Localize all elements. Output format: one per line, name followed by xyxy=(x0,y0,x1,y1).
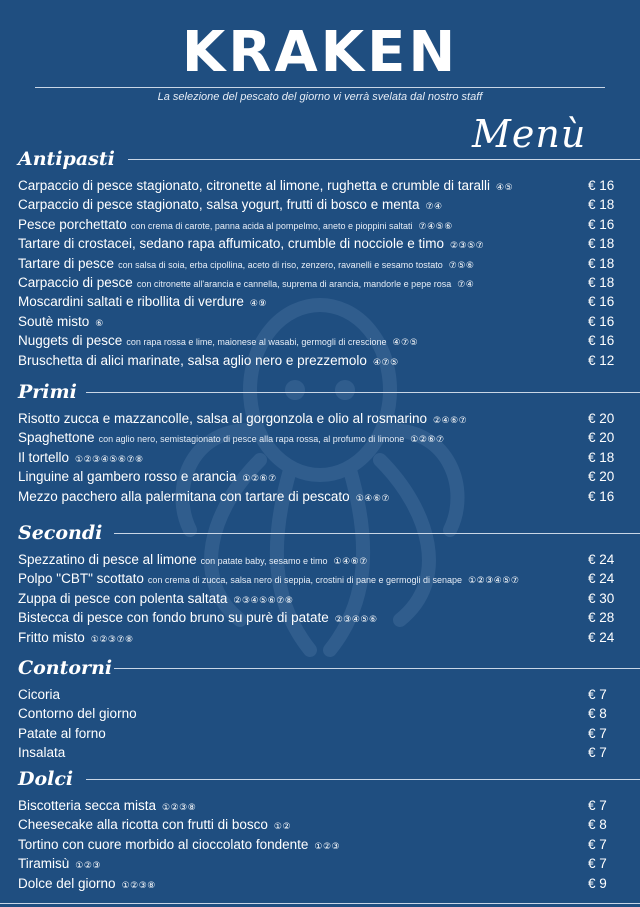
menu-item xyxy=(18,448,622,467)
allergen-icons: ①② xyxy=(273,822,292,833)
menu-item xyxy=(18,351,622,370)
menu-item-line xyxy=(18,704,137,723)
dish-description: con citronette all'arancia e cannella, suprema di arancia, mandorle e pepe rosa xyxy=(136,279,452,289)
dish-price: € 7 xyxy=(588,798,607,813)
menu-item xyxy=(18,550,622,569)
dish-description: con patate baby, sesamo e timo xyxy=(200,556,328,566)
allergen-icons: ②④⑥⑦ xyxy=(432,416,468,426)
dish-name: Pesce porchettato xyxy=(18,216,127,232)
menu-item xyxy=(18,628,622,647)
allergen-icons: ④⑨ xyxy=(249,299,267,310)
dish-price: € 7 xyxy=(588,745,607,761)
dish-name: Fritto misto xyxy=(18,629,85,645)
menu-item-line xyxy=(18,685,60,704)
allergen-icons: ②③④⑤⑥⑦⑧ xyxy=(233,595,294,606)
allergen-icons: ①④⑥⑦ xyxy=(333,557,368,567)
dish-name: Bistecca di pesce con fondo bruno su purè di patate xyxy=(18,610,329,626)
dish-name: Tartare di crostacei, sedano rapa affumicato, crumble di nocciole e timo xyxy=(18,236,444,252)
dish-name: Insalata xyxy=(18,745,66,761)
allergen-icons: ①②③⑧ xyxy=(162,803,197,813)
dish-price: € 7 xyxy=(588,836,607,852)
menu-item xyxy=(18,215,622,234)
allergen-icons: ①②③④⑤⑥⑦⑧ xyxy=(75,454,144,465)
dish-description: con salsa di soia, erba cipollina, aceto di riso, zenzero, ravanelli e sesamo tostato xyxy=(118,259,443,270)
allergen-icons: ①②③ xyxy=(314,841,341,852)
dish-price: € 16 xyxy=(588,333,615,349)
dish-name: Bruschetta di alici marinate, salsa aglio nero e prezzemolo xyxy=(18,352,367,368)
dish-name: Contorno del giorno xyxy=(18,706,137,722)
dish-price: € 8 xyxy=(588,706,607,722)
menu-item xyxy=(18,608,622,627)
footer-divider xyxy=(0,903,640,904)
section-title-secondi: Secondi xyxy=(18,522,103,544)
menu-item xyxy=(18,874,622,893)
dish-price: € 28 xyxy=(588,610,615,626)
dish-name: Soutè misto xyxy=(18,313,90,329)
dish-price: € 12 xyxy=(588,352,615,368)
menu-item-line xyxy=(18,351,399,373)
dish-price: € 7 xyxy=(588,725,607,741)
menu-item xyxy=(18,409,622,428)
dish-price: € 18 xyxy=(588,275,615,290)
menu-item xyxy=(18,273,622,292)
dish-name: Cicoria xyxy=(18,687,61,702)
menu-item xyxy=(18,312,622,331)
restaurant-logo: KRAKEN xyxy=(181,20,459,85)
menu-item xyxy=(18,835,622,854)
menu-item-line xyxy=(18,874,156,896)
dish-price: € 16 xyxy=(588,313,615,329)
dish-name: Tortino con cuore morbido al cioccolato fondente xyxy=(18,836,309,852)
dish-name: Patate al forno xyxy=(18,725,106,741)
dish-name: Risotto zucca e mazzancolle, salsa al gorgonzola e olio al rosmarino xyxy=(18,411,427,426)
allergen-icons: ①②③⑧ xyxy=(121,880,156,891)
allergen-icons: ①④⑥⑦ xyxy=(355,493,390,504)
dish-name: Carpaccio di pesce xyxy=(18,275,133,290)
dish-name: Biscotteria secca mista xyxy=(18,798,157,813)
section-divider xyxy=(86,779,640,780)
menu-item-line xyxy=(18,724,106,743)
menu-item xyxy=(18,487,622,506)
dish-description: con rapa rossa e lime, maionese al wasabi, germogli di crescione xyxy=(126,337,387,348)
menu-item-line xyxy=(18,743,65,762)
dish-price: € 24 xyxy=(588,552,615,567)
dish-price: € 20 xyxy=(588,411,615,426)
section-title-primi: Primi xyxy=(18,381,77,403)
tagline: La selezione del pescato del giorno vi verrà svelata dal nostro staff xyxy=(157,91,483,103)
menu-item xyxy=(18,796,622,815)
dish-price: € 24 xyxy=(588,629,615,645)
menu-item xyxy=(18,685,622,704)
menu-item xyxy=(18,331,622,350)
dish-name: Nuggets di pesce xyxy=(18,333,123,349)
menu-title: Menù xyxy=(472,112,587,156)
dish-description: con crema di zucca, salsa nero di seppia, crostini di pane e germogli di senape xyxy=(147,575,463,586)
dish-price: € 30 xyxy=(588,590,615,606)
dish-name: Zuppa di pesce con polenta saltata xyxy=(18,590,228,606)
section-divider xyxy=(114,668,640,669)
dish-price: € 7 xyxy=(588,687,607,702)
allergen-icons: ①②⑥⑦ xyxy=(410,435,445,446)
section-title-dolci: Dolci xyxy=(18,768,74,790)
menu-item xyxy=(18,724,622,743)
dish-name: Carpaccio di pesce stagionato, citronette al limone, rughetta e crumble di taralli xyxy=(18,178,490,193)
menu-item xyxy=(18,195,622,214)
dish-name: Linguine al gambero rosso e arancia xyxy=(18,469,237,485)
dish-name: Tiramisù xyxy=(18,856,70,872)
dish-price: € 16 xyxy=(588,216,615,232)
section-title-contorni: Contorni xyxy=(18,657,113,679)
allergen-icons: ④⑤ xyxy=(496,183,514,193)
dish-price: € 8 xyxy=(588,817,607,833)
dish-name: Moscardini saltati e ribollita di verdure xyxy=(18,294,244,310)
menu-item xyxy=(18,569,622,588)
menu-item xyxy=(18,589,622,608)
header-divider xyxy=(35,87,605,88)
menu-item xyxy=(18,254,622,273)
menu-item xyxy=(18,428,622,447)
allergen-icons: ①②⑥⑦ xyxy=(242,474,277,485)
allergen-icons: ⑦④⑤⑥ xyxy=(418,221,453,232)
section-divider xyxy=(114,533,640,534)
allergen-icons: ②③⑤⑦ xyxy=(449,241,485,252)
dish-price: € 16 xyxy=(588,488,615,504)
dish-name: Carpaccio di pesce stagionato, salsa yogurt, frutti di bosco e menta xyxy=(18,197,420,213)
dish-name: Spaghettone xyxy=(18,430,95,446)
section-divider xyxy=(128,159,640,160)
allergen-icons: ②③④⑤⑥ xyxy=(334,615,378,626)
allergen-icons: ①②③⑦⑧ xyxy=(90,634,134,645)
dish-name: Dolce del giorno xyxy=(18,875,116,891)
dish-name: Spezzatino di pesce al limone xyxy=(18,552,197,567)
dish-price: € 9 xyxy=(588,875,607,891)
section-divider xyxy=(86,392,640,393)
menu-item-line xyxy=(18,487,390,509)
dish-price: € 24 xyxy=(588,571,615,587)
dish-price: € 7 xyxy=(588,856,607,872)
dish-name: Tartare di pesce xyxy=(18,255,115,271)
allergen-icons: ①②③④⑤⑦ xyxy=(468,576,520,587)
menu-item xyxy=(18,176,622,195)
dish-price: € 20 xyxy=(588,430,615,446)
allergen-icons: ⑦④ xyxy=(425,202,443,213)
dish-name: Cheesecake alla ricotta con frutti di bosco xyxy=(18,817,268,833)
menu-item xyxy=(18,854,622,873)
dish-price: € 18 xyxy=(588,255,615,271)
allergen-icons: ④⑦⑤ xyxy=(392,338,419,349)
menu-item xyxy=(18,234,622,253)
allergen-icons: ①②③ xyxy=(75,861,101,872)
dish-price: € 18 xyxy=(588,236,615,252)
menu-item-line xyxy=(18,628,134,650)
menu-item xyxy=(18,292,622,311)
dish-price: € 20 xyxy=(588,469,615,485)
allergen-icons: ⑦⑤⑥ xyxy=(448,260,475,271)
dish-name: Mezzo pacchero alla palermitana con tartare di pescato xyxy=(18,488,350,504)
section-title-antipasti: Antipasti xyxy=(18,148,115,170)
menu-item xyxy=(18,704,622,723)
allergen-icons: ④⑦⑤ xyxy=(372,357,399,368)
menu-item xyxy=(18,815,622,834)
dish-name: Il tortello xyxy=(18,449,70,465)
dish-price: € 16 xyxy=(588,294,615,310)
dish-price: € 18 xyxy=(588,197,615,213)
dish-price: € 18 xyxy=(588,449,615,465)
dish-description: con crema di carote, panna acida al pompelmo, aneto e pioppini saltati xyxy=(130,220,413,231)
dish-price: € 16 xyxy=(588,178,615,193)
dish-description: con aglio nero, semistagionato di pesce alla rapa rossa, al profumo di limone xyxy=(98,434,405,445)
dish-name: Polpo "CBT" scottato xyxy=(18,571,144,587)
menu-item xyxy=(18,467,622,486)
allergen-icons: ⑥ xyxy=(95,318,104,329)
menu-item xyxy=(18,743,622,762)
allergen-icons: ⑦④ xyxy=(457,280,475,290)
